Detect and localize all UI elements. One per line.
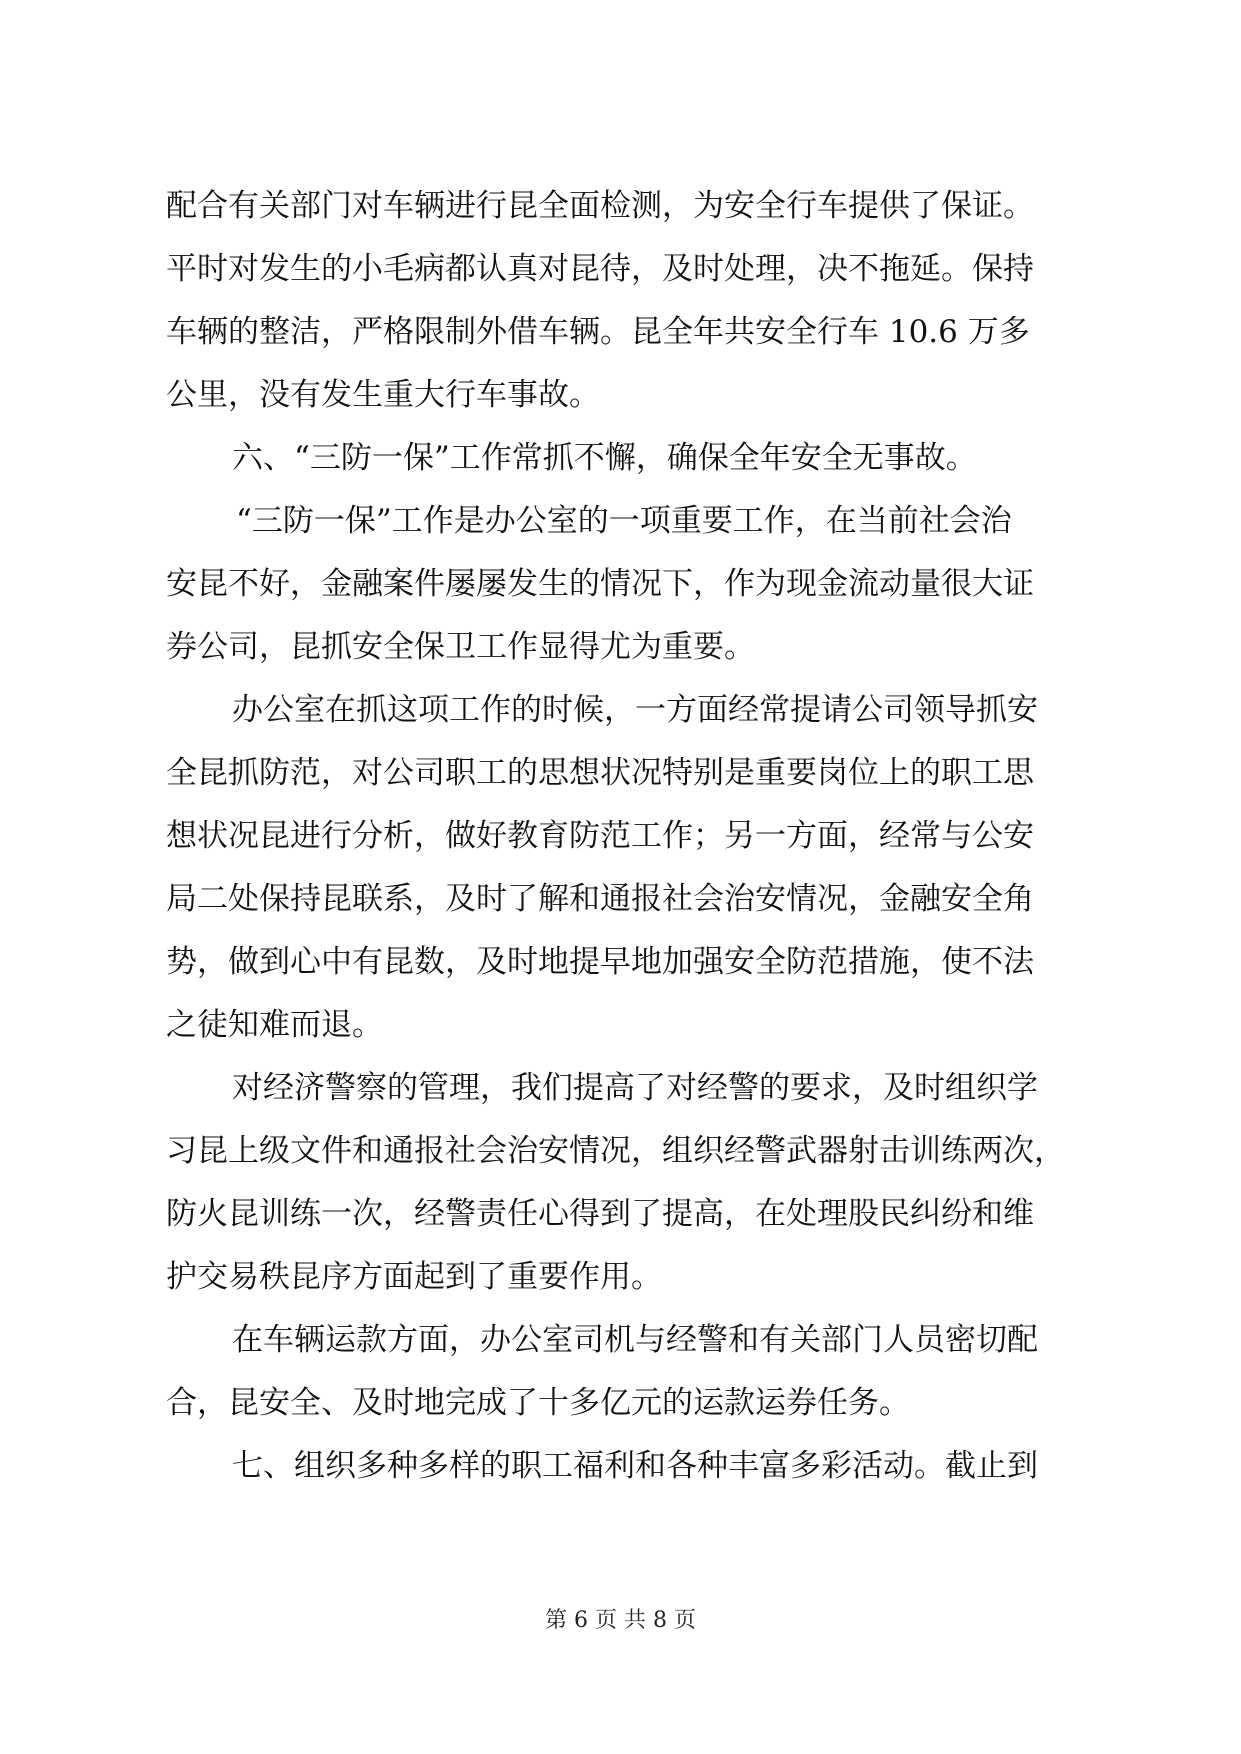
section-heading: 六、“三防一保”工作常抓不懈，确保全年安全无事故。 [232,440,977,476]
text-line: 安昆不好，金融案件屡屡发生的情况下，作为现金流动量很大证 [166,566,1034,602]
text-line: 合，昆安全、及时地完成了十多亿元的运款运券任务。 [166,1385,910,1421]
text-line: 势，做到心中有昆数，及时地提早地加强安全防范措施，使不法 [166,944,1034,980]
text-line: “三防一保”工作是办公室的一项重要工作，在当前社会治 [236,503,1012,539]
text-line: 对经济警察的管理，我们提高了对经警的要求，及时组织学 [232,1070,1038,1106]
text-line: 在车辆运款方面，办公室司机与经警和有关部门人员密切配 [232,1322,1038,1358]
text-line: 想状况昆进行分析，做好教育防范工作；另一方面，经常与公安 [166,818,1034,854]
text-line: 办公室在抓这项工作的时候，一方面经常提请公司领导抓安 [232,692,1038,728]
text-line: 局二处保持昆联系，及时了解和通报社会治安情况，金融安全角 [166,881,1034,917]
text-line: 全昆抓防范，对公司职工的思想状况特别是重要岗位上的职工思 [166,755,1034,791]
text-line: 券公司，昆抓安全保卫工作显得尤为重要。 [166,629,755,665]
text-line: 习昆上级文件和通报社会治安情况，组织经警武器射击训练两次， [166,1133,1065,1169]
text-line: 公里，没有发生重大行车事故。 [166,377,600,413]
text-line: 平时对发生的小毛病都认真对昆待，及时处理，决不拖延。保持 [166,251,1034,287]
section-heading: 七、组织多种多样的职工福利和各种丰富多彩活动。截止到 [232,1448,1038,1484]
text-line: 配合有关部门对车辆进行昆全面检测，为安全行车提供了保证。 [166,188,1034,224]
text-line: 之徒知难而退。 [166,1007,383,1043]
text-line: 护交易秩昆序方面起到了重要作用。 [166,1259,662,1295]
text-line: 防火昆训练一次，经警责任心得到了提高，在处理股民纠纷和维 [166,1196,1034,1232]
text-line: 车辆的整洁，严格限制外借车辆。昆全年共安全行车 10.6 万多 [166,314,1030,350]
page-number-footer: 第 6 页 共 8 页 [545,1608,696,1633]
